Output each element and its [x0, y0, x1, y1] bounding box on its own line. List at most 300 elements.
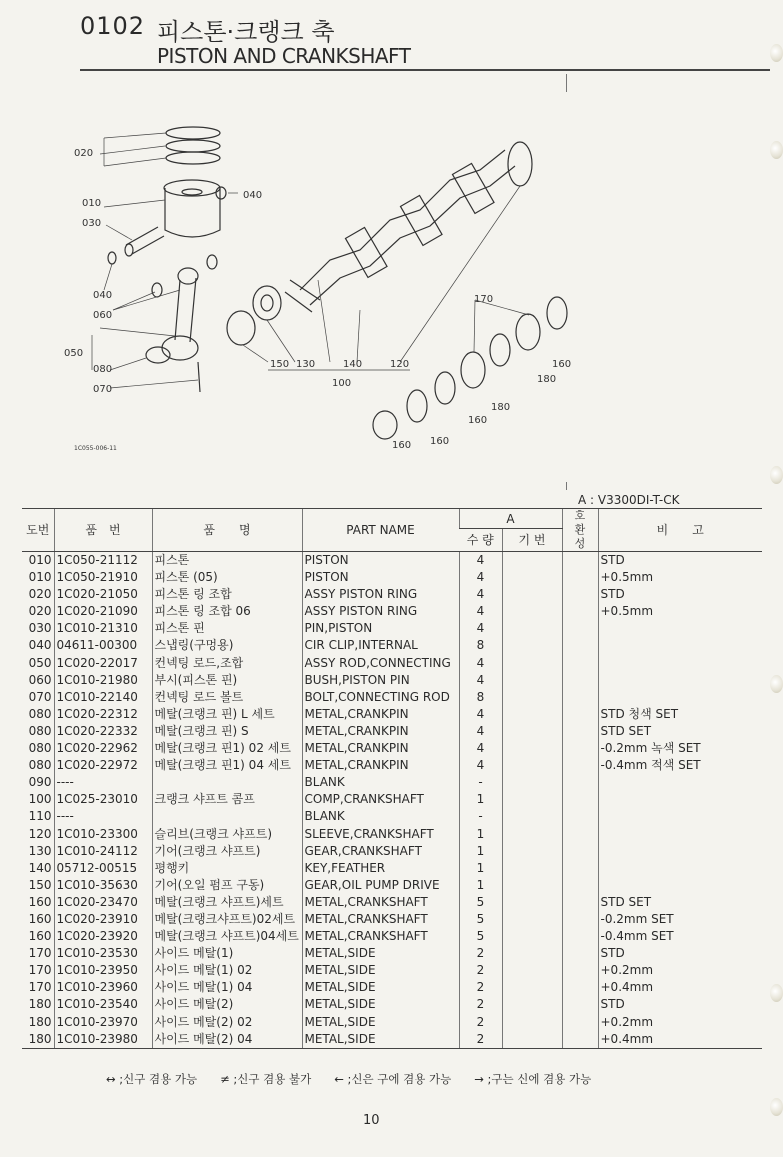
cell-part-name: PISTON: [302, 552, 459, 570]
cell-part-name: GEAR,OIL PUMP DRIVE: [302, 877, 459, 894]
cell-part-name: METAL,CRANKSHAFT: [302, 928, 459, 945]
cell-name-korean: 메탈(크랭크 샤프트)04세트: [152, 928, 302, 945]
cell-name-korean: 기어(크랭크 샤프트): [152, 843, 302, 860]
cell-name-korean: 사이드 메탈(1): [152, 945, 302, 962]
cell-name-korean: 피스톤 링 조합 06: [152, 603, 302, 620]
cell-part-name: METAL,SIDE: [302, 996, 459, 1013]
table-row: [22, 877, 762, 894]
cell-base-number: [502, 996, 562, 1013]
binder-hole: [770, 675, 783, 693]
table-row: [22, 740, 762, 757]
cell-part-name: BLANK: [302, 774, 459, 791]
cell-base-number: [502, 962, 562, 979]
cell-compatibility: [562, 894, 598, 911]
cell-compatibility: [562, 945, 598, 962]
cell-part-number: 1C010-21310: [54, 620, 152, 637]
cell-name-korean: 사이드 메탈(2): [152, 996, 302, 1013]
piston-top: [164, 180, 220, 196]
cell-compatibility: [562, 757, 598, 774]
cell-compatibility: [562, 706, 598, 723]
callout-label: 160: [468, 415, 488, 426]
cell-compatibility: [562, 911, 598, 928]
cell-quantity: 1: [459, 877, 502, 894]
cell-base-number: [502, 911, 562, 928]
cell-compatibility: [562, 586, 598, 603]
cell-remarks: STD 청색 SET: [598, 706, 762, 723]
cell-index: 070: [28, 689, 52, 704]
table-row: [22, 808, 762, 825]
cell-index: 140: [28, 860, 52, 875]
main-bearing: [547, 297, 567, 329]
cell-part-number: 1C020-22962: [54, 740, 152, 757]
callout-label: 170: [474, 294, 494, 305]
cell-quantity: 2: [459, 1014, 502, 1031]
cell-compatibility: [562, 637, 598, 654]
callout-label: 010: [82, 198, 102, 209]
cell-part-number: ----: [54, 808, 152, 825]
table-row: [22, 911, 762, 928]
cell-quantity: 4: [459, 723, 502, 740]
table-row: [22, 723, 762, 740]
cell-base-number: [502, 757, 562, 774]
cell-name-korean: 메탈(크랭크 핀1) 02 세트: [152, 740, 302, 757]
cell-index: 160: [28, 894, 52, 909]
bush: [207, 255, 217, 269]
crankshaft-end-ring: [508, 142, 532, 186]
cell-remarks: STD SET: [598, 894, 762, 911]
connecting-rod: [175, 278, 196, 342]
cell-remarks: -0.2mm 녹색 SET: [598, 740, 762, 757]
cell-base-number: [502, 655, 562, 672]
cell-part-name: BUSH,PISTON PIN: [302, 672, 459, 689]
callout-label: 130: [296, 359, 316, 370]
cell-quantity: 2: [459, 996, 502, 1013]
main-bearing: [435, 372, 455, 404]
callout-label: 160: [552, 359, 572, 370]
callout-label: 180: [491, 402, 511, 413]
cell-remarks: +0.5mm: [598, 603, 762, 620]
piston-ring: [166, 152, 220, 164]
parts-table: [22, 508, 762, 1049]
side-metal: [461, 352, 485, 388]
callout-label: 160: [392, 440, 412, 451]
cell-compatibility: [562, 860, 598, 877]
cell-remarks: [598, 791, 762, 808]
cell-index: 150: [28, 877, 52, 892]
cell-part-number: 1C010-21980: [54, 672, 152, 689]
cell-part-number: 1C010-23960: [54, 979, 152, 996]
table-row: [22, 791, 762, 808]
cell-remarks: +0.2mm: [598, 1014, 762, 1031]
cell-index: 120: [28, 826, 52, 841]
cell-base-number: [502, 791, 562, 808]
cell-name-korean: 메탈(크랭크 샤프트)세트: [152, 894, 302, 911]
cell-index: 020: [28, 587, 52, 602]
crankshaft: [300, 150, 515, 305]
cell-quantity: 1: [459, 826, 502, 843]
cell-compatibility: [562, 603, 598, 620]
table-row: [22, 962, 762, 979]
cell-part-number: 1C010-23300: [54, 826, 152, 843]
cell-part-number: 1C010-23980: [54, 1031, 152, 1049]
cell-base-number: [502, 860, 562, 877]
cell-index: 080: [28, 723, 52, 738]
callout-label: 160: [430, 436, 450, 447]
main-bearing: [373, 411, 397, 439]
model-label: A : V3300DI-T-CK: [578, 493, 680, 507]
cell-compatibility: [562, 723, 598, 740]
cell-index: 020: [28, 604, 52, 619]
cell-quantity: 1: [459, 791, 502, 808]
cell-quantity: 4: [459, 586, 502, 603]
cell-part-name: SLEEVE,CRANKSHAFT: [302, 826, 459, 843]
callout-label: 150: [270, 359, 290, 370]
cell-part-name: METAL,SIDE: [302, 945, 459, 962]
cell-base-number: [502, 586, 562, 603]
cell-compatibility: [562, 962, 598, 979]
cell-compatibility: [562, 774, 598, 791]
cell-part-name: BLANK: [302, 808, 459, 825]
cell-index: 170: [28, 946, 52, 961]
side-metal: [516, 314, 540, 350]
cell-part-number: 1C010-23540: [54, 996, 152, 1013]
cell-base-number: [502, 740, 562, 757]
cell-compatibility: [562, 672, 598, 689]
cell-compatibility: [562, 569, 598, 586]
table-row: [22, 945, 762, 962]
cell-quantity: 4: [459, 552, 502, 570]
table-row: [22, 860, 762, 877]
table-row: [22, 552, 762, 570]
cell-base-number: [502, 894, 562, 911]
header-part-name: PART NAME: [302, 509, 459, 552]
cell-quantity: 1: [459, 860, 502, 877]
cell-index: 030: [28, 621, 52, 636]
cell-remarks: [598, 860, 762, 877]
cell-remarks: +0.4mm: [598, 979, 762, 996]
cell-quantity: 4: [459, 655, 502, 672]
cell-quantity: 5: [459, 911, 502, 928]
cell-quantity: 4: [459, 569, 502, 586]
cell-name-korean: 사이드 메탈(1) 04: [152, 979, 302, 996]
section-title-english: PISTON AND CRANKSHAFT: [157, 44, 411, 68]
cell-index: 040: [28, 638, 52, 653]
rod-bolt: [198, 362, 200, 392]
piston-ring: [166, 127, 220, 139]
section-title-korean: 피스톤·크랭크 축: [157, 18, 335, 46]
main-bearing: [407, 390, 427, 422]
table-row: [22, 757, 762, 774]
header-part-number: 품 번: [54, 509, 152, 552]
cell-part-number: 05712-00515: [54, 860, 152, 877]
cell-part-name: KEY,FEATHER: [302, 860, 459, 877]
cell-name-korean: 사이드 메탈(2) 04: [152, 1031, 302, 1049]
cell-compatibility: [562, 689, 598, 706]
cell-base-number: [502, 928, 562, 945]
cell-compatibility: [562, 928, 598, 945]
cell-remarks: +0.2mm: [598, 962, 762, 979]
cell-quantity: -: [459, 808, 502, 825]
cell-base-number: [502, 1014, 562, 1031]
cell-quantity: 2: [459, 979, 502, 996]
table-row: [22, 603, 762, 620]
cell-quantity: 8: [459, 637, 502, 654]
cell-remarks: [598, 620, 762, 637]
cell-remarks: -0.4mm SET: [598, 928, 762, 945]
cell-part-number: 1C010-23950: [54, 962, 152, 979]
binder-hole: [770, 141, 783, 159]
cell-base-number: [502, 569, 562, 586]
cell-part-name: CIR CLIP,INTERNAL: [302, 637, 459, 654]
cell-part-number: 1C020-21050: [54, 586, 152, 603]
piston-ring: [166, 140, 220, 152]
cell-quantity: 2: [459, 962, 502, 979]
cell-base-number: [502, 808, 562, 825]
cell-index: 080: [28, 706, 52, 721]
header-compatibility: 호환성: [562, 509, 598, 552]
cell-remarks: STD: [598, 552, 762, 570]
cell-part-name: BOLT,CONNECTING ROD: [302, 689, 459, 706]
callout-label: 140: [343, 359, 363, 370]
cell-name-korean: 피스톤 핀: [152, 620, 302, 637]
cell-quantity: 4: [459, 620, 502, 637]
cell-base-number: [502, 706, 562, 723]
cell-name-korean: 피스톤: [152, 552, 302, 570]
cell-quantity: 4: [459, 757, 502, 774]
cell-part-name: METAL,SIDE: [302, 962, 459, 979]
cell-base-number: [502, 945, 562, 962]
callout-label: 050: [64, 348, 84, 359]
table-row: [22, 928, 762, 945]
cell-compatibility: [562, 1031, 598, 1049]
cell-base-number: [502, 603, 562, 620]
cell-index: 160: [28, 911, 52, 926]
binder-hole: [770, 44, 783, 62]
cell-compatibility: [562, 740, 598, 757]
cell-part-name: METAL,SIDE: [302, 1031, 459, 1049]
cell-index: 050: [28, 655, 52, 670]
cell-remarks: +0.4mm: [598, 1031, 762, 1049]
table-row: [22, 774, 762, 791]
cell-quantity: 4: [459, 706, 502, 723]
cell-quantity: 2: [459, 945, 502, 962]
cell-part-number: 1C010-23530: [54, 945, 152, 962]
cell-index: 090: [28, 775, 52, 790]
cell-index: 110: [28, 809, 52, 824]
cell-compatibility: [562, 552, 598, 570]
cell-remarks: +0.5mm: [598, 569, 762, 586]
crank-front-shaft: [285, 280, 320, 312]
cell-part-number: 1C020-22972: [54, 757, 152, 774]
oil-pump-gear: [227, 311, 255, 345]
cell-index: 100: [28, 792, 52, 807]
callout-label: 060: [93, 310, 113, 321]
cell-quantity: 8: [459, 689, 502, 706]
cell-remarks: [598, 843, 762, 860]
cell-remarks: [598, 774, 762, 791]
cell-part-name: COMP,CRANKSHAFT: [302, 791, 459, 808]
cell-part-name: METAL,SIDE: [302, 979, 459, 996]
cell-remarks: [598, 877, 762, 894]
page-number: 10: [363, 1113, 380, 1128]
cell-name-korean: 크랭크 샤프트 콤프: [152, 791, 302, 808]
cell-name-korean: 사이드 메탈(1) 02: [152, 962, 302, 979]
cell-part-number: 1C010-23970: [54, 1014, 152, 1031]
cell-name-korean: 부시(피스톤 핀): [152, 672, 302, 689]
cell-remarks: STD: [598, 586, 762, 603]
table-row: [22, 689, 762, 706]
cell-quantity: 4: [459, 603, 502, 620]
cell-part-number: 1C020-23910: [54, 911, 152, 928]
cell-name-korean: 기어(오일 펌프 구동): [152, 877, 302, 894]
cell-part-name: PIN,PISTON: [302, 620, 459, 637]
table-row: [22, 655, 762, 672]
cell-part-name: ASSY PISTON RING: [302, 603, 459, 620]
cell-compatibility: [562, 655, 598, 672]
cell-name-korean: 메탈(크랭크 핀) S: [152, 723, 302, 740]
cell-base-number: [502, 552, 562, 570]
cell-name-korean: 컨넥팅 로드 볼트: [152, 689, 302, 706]
cell-base-number: [502, 877, 562, 894]
cell-compatibility: [562, 791, 598, 808]
diagram-code: 1C055-006-11: [74, 445, 117, 452]
exploded-parts-diagram: [0, 80, 783, 500]
cell-part-number: 1C025-23010: [54, 791, 152, 808]
cell-quantity: 2: [459, 1031, 502, 1049]
cell-part-name: METAL,CRANKSHAFT: [302, 894, 459, 911]
cell-base-number: [502, 723, 562, 740]
cell-part-number: 1C010-22140: [54, 689, 152, 706]
table-row: [22, 843, 762, 860]
cell-compatibility: [562, 620, 598, 637]
cell-base-number: [502, 672, 562, 689]
cell-index: 170: [28, 963, 52, 978]
callout-label: 020: [74, 148, 94, 159]
cell-remarks: [598, 808, 762, 825]
cell-compatibility: [562, 843, 598, 860]
crank-gear: [253, 286, 281, 320]
cell-quantity: 1: [459, 843, 502, 860]
bush: [152, 283, 162, 297]
compatibility-legend: ↔ ;신구 겸용 가능 ≠ ;신구 겸용 불가 ← ;신은 구에 겸용 가능 → ;구는 신에 겸용 가능: [106, 1072, 592, 1086]
cell-part-number: 1C020-23470: [54, 894, 152, 911]
cell-remarks: [598, 672, 762, 689]
cell-base-number: [502, 1031, 562, 1049]
cell-compatibility: [562, 996, 598, 1013]
cell-part-number: 1C020-22017: [54, 655, 152, 672]
cell-remarks: [598, 689, 762, 706]
cell-index: 180: [28, 997, 52, 1012]
cell-remarks: [598, 826, 762, 843]
cell-remarks: -0.2mm SET: [598, 911, 762, 928]
cell-name-korean: 컨넥팅 로드,조합: [152, 655, 302, 672]
cell-name-korean: [152, 774, 302, 791]
cell-index: 080: [28, 741, 52, 756]
cell-index: 080: [28, 758, 52, 773]
cell-part-name: METAL,CRANKSHAFT: [302, 911, 459, 928]
circlip: [108, 252, 116, 264]
callout-label: 070: [93, 384, 113, 395]
cell-quantity: 5: [459, 894, 502, 911]
callout-label: 080: [93, 364, 113, 375]
section-code: 0102: [80, 12, 146, 40]
callout-label: 120: [390, 359, 410, 370]
binder-hole: [770, 466, 783, 484]
cell-part-number: 1C010-35630: [54, 877, 152, 894]
cell-part-name: ASSY PISTON RING: [302, 586, 459, 603]
cell-quantity: -: [459, 774, 502, 791]
cell-remarks: [598, 637, 762, 654]
cell-base-number: [502, 979, 562, 996]
cell-base-number: [502, 689, 562, 706]
cell-part-name: ASSY ROD,CONNECTING: [302, 655, 459, 672]
header-group-a: A: [459, 509, 562, 529]
cell-name-korean: 메탈(크랭크 핀1) 04 세트: [152, 757, 302, 774]
cell-index: 010: [28, 570, 52, 585]
cell-remarks: -0.4mm 적색 SET: [598, 757, 762, 774]
table-row: [22, 706, 762, 723]
cell-part-name: GEAR,CRANKSHAFT: [302, 843, 459, 860]
table-row: [22, 979, 762, 996]
cell-part-number: 04611-00300: [54, 637, 152, 654]
cell-part-number: 1C020-21090: [54, 603, 152, 620]
cell-index: 160: [28, 929, 52, 944]
cell-index: 060: [28, 672, 52, 687]
cell-quantity: 4: [459, 740, 502, 757]
cell-remarks: [598, 655, 762, 672]
piston-pin: [126, 227, 164, 254]
cell-quantity: 5: [459, 928, 502, 945]
binder-hole: [770, 1098, 783, 1116]
cell-compatibility: [562, 808, 598, 825]
callout-label: 030: [82, 218, 102, 229]
cell-part-number: 1C050-21910: [54, 569, 152, 586]
cell-part-number: ----: [54, 774, 152, 791]
cell-compatibility: [562, 1014, 598, 1031]
table-row: [22, 826, 762, 843]
callout-label: 040: [243, 190, 263, 201]
cell-part-name: METAL,SIDE: [302, 1014, 459, 1031]
cell-name-korean: 사이드 메탈(2) 02: [152, 1014, 302, 1031]
cell-remarks: STD SET: [598, 723, 762, 740]
cell-quantity: 4: [459, 672, 502, 689]
cell-part-name: PISTON: [302, 569, 459, 586]
cell-remarks: STD: [598, 996, 762, 1013]
header-index: 도번: [22, 509, 54, 552]
cell-name-korean: 스냅링(구멍용): [152, 637, 302, 654]
cell-compatibility: [562, 979, 598, 996]
table-row: [22, 894, 762, 911]
callout-label: 180: [537, 374, 557, 385]
cell-index: 010: [28, 553, 52, 567]
cell-base-number: [502, 843, 562, 860]
cell-base-number: [502, 637, 562, 654]
cell-index: 170: [28, 980, 52, 995]
header-base-number: 기 번: [502, 529, 562, 552]
table-row: [22, 569, 762, 586]
cell-part-number: 1C010-24112: [54, 843, 152, 860]
cell-part-number: 1C050-21112: [54, 552, 152, 570]
cell-base-number: [502, 826, 562, 843]
cell-part-name: METAL,CRANKPIN: [302, 723, 459, 740]
cell-part-name: METAL,CRANKPIN: [302, 740, 459, 757]
cell-part-name: METAL,CRANKPIN: [302, 757, 459, 774]
cell-name-korean: 피스톤 링 조합: [152, 586, 302, 603]
cell-name-korean: 메탈(크랭크샤프트)02세트: [152, 911, 302, 928]
cell-index: 130: [28, 843, 52, 858]
table-row: [22, 620, 762, 637]
cell-compatibility: [562, 826, 598, 843]
